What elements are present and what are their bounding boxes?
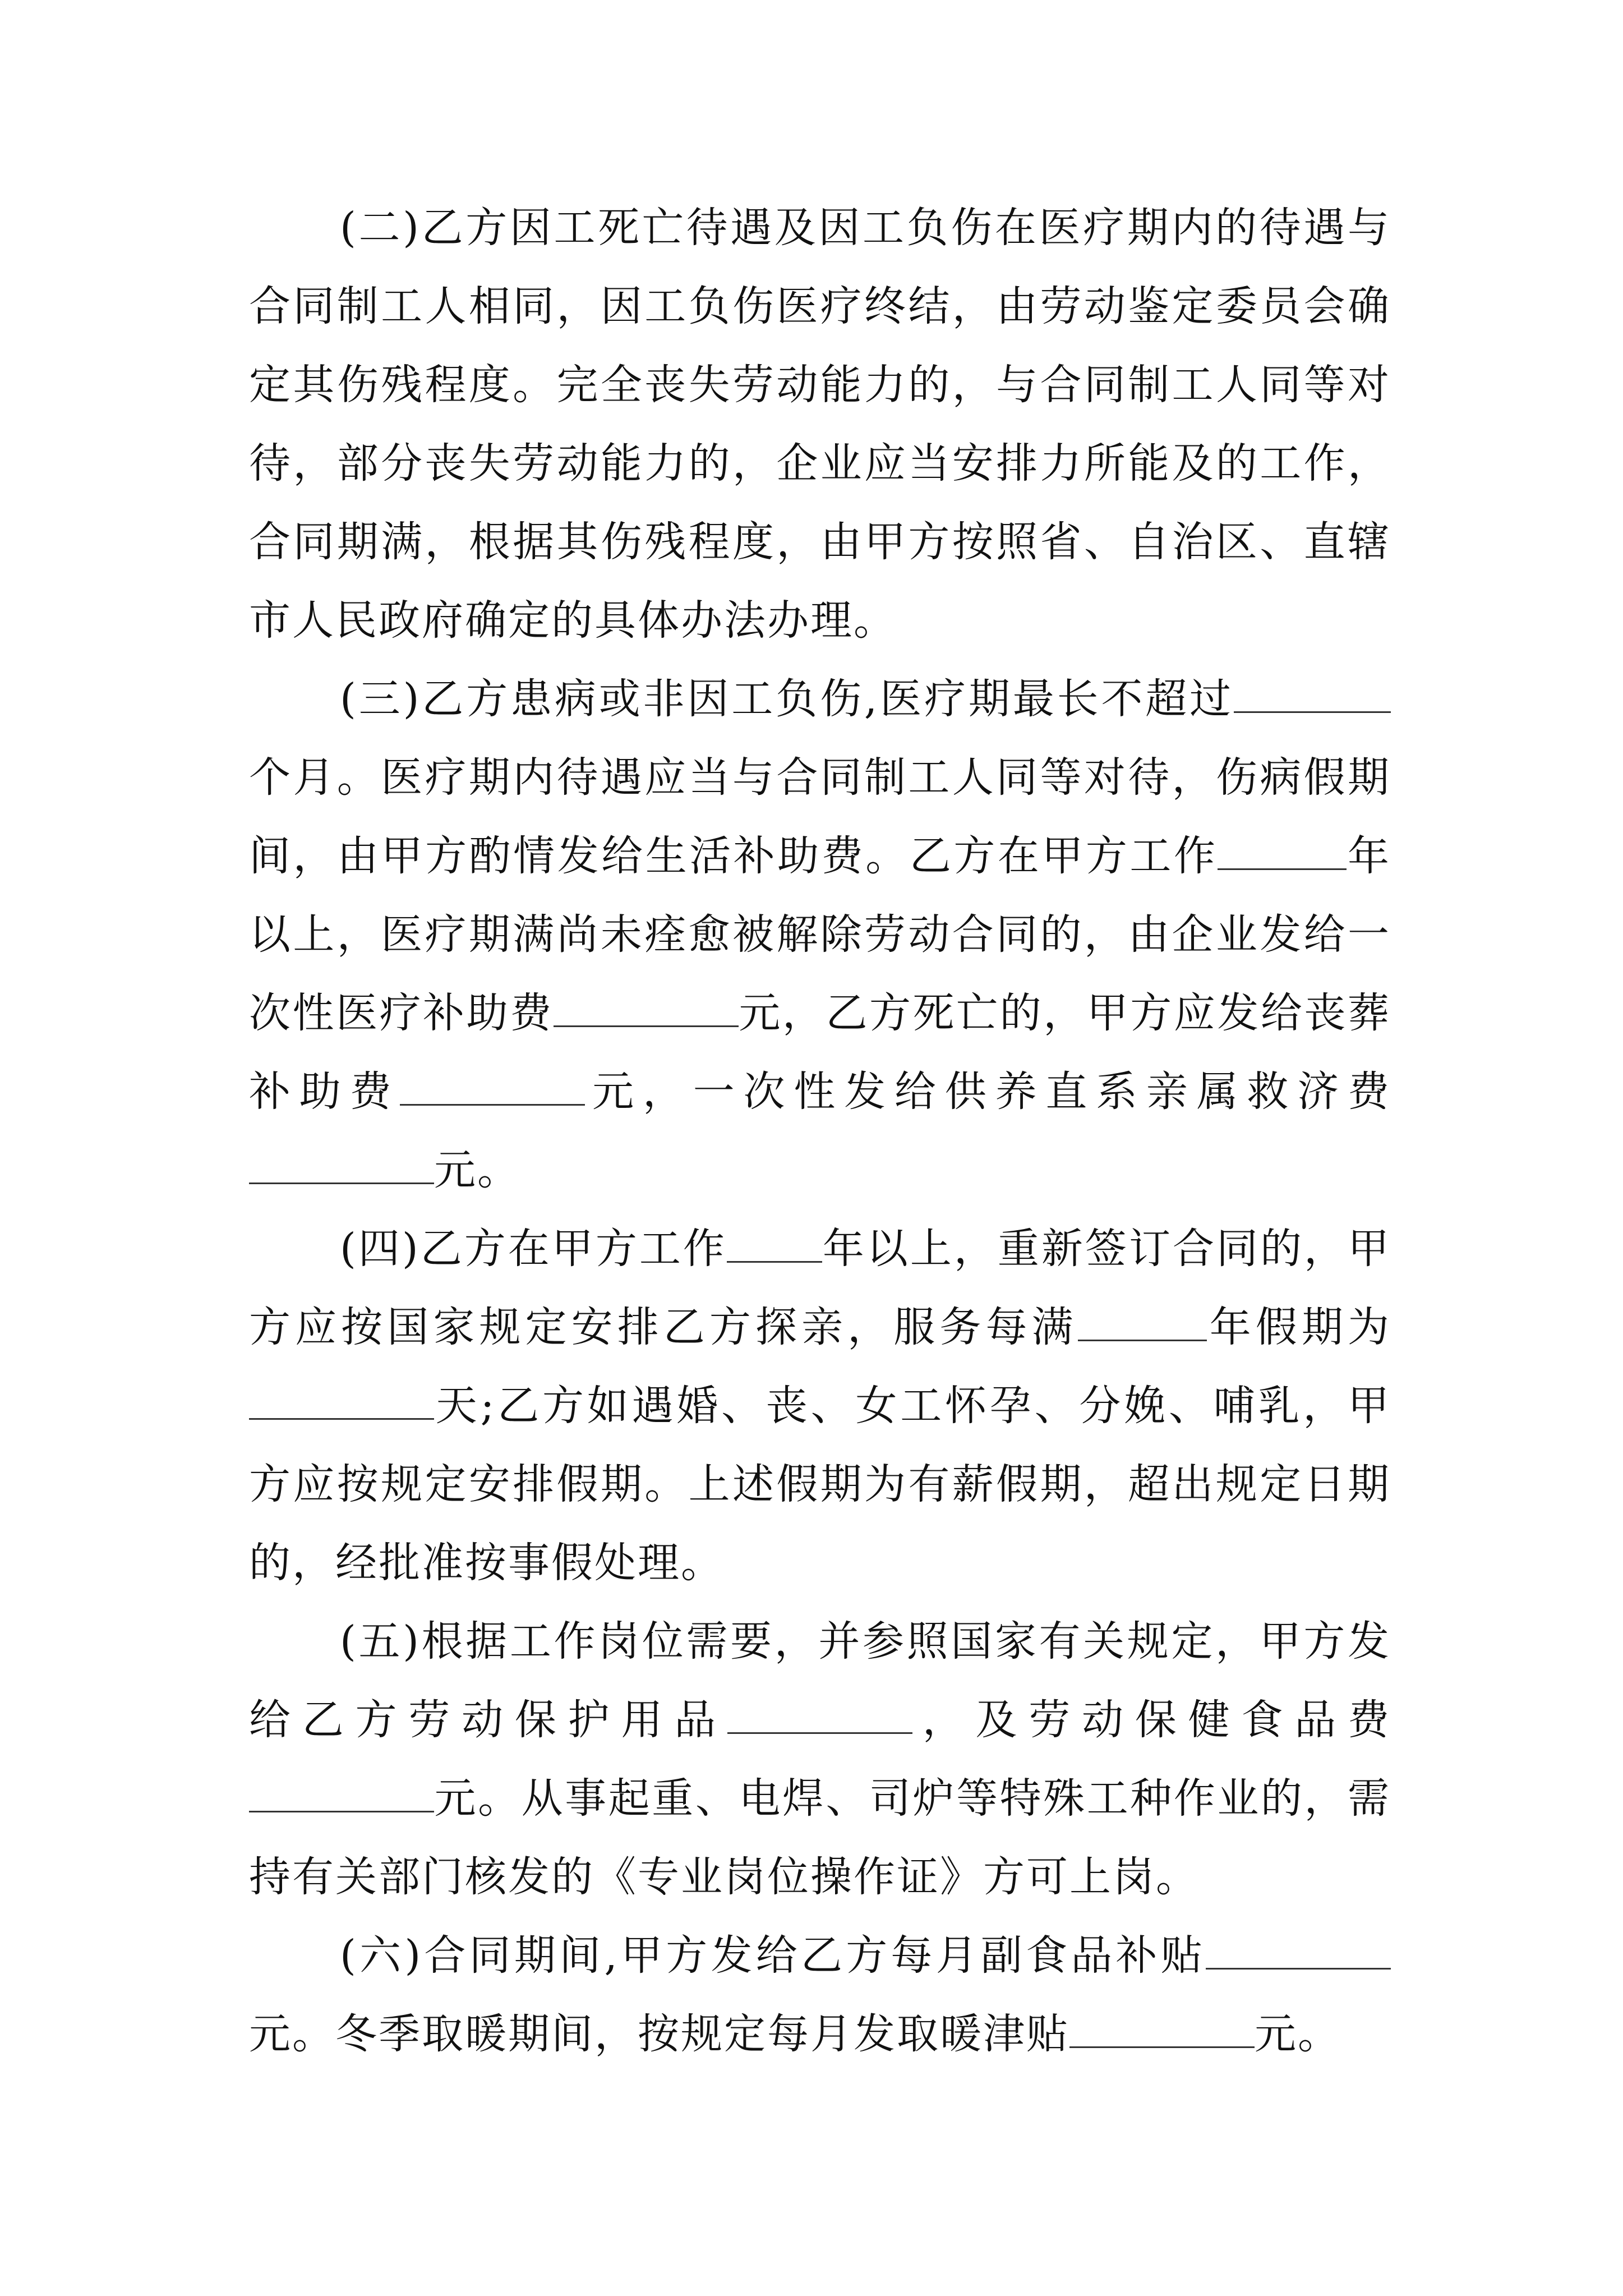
- paragraph-3-text-1: (三)乙方患病或非因工负伤,医疗期最长不超过: [340, 675, 1234, 723]
- paragraph-6-text-1: (六)合同期间,甲方发给乙方每月副食品补贴: [340, 1931, 1206, 1980]
- paragraph-5-text-2: ，及劳动保健食品费: [912, 1696, 1391, 1744]
- paragraph-5: [249, 1602, 1391, 1916]
- paragraph-4-text-2: 年以上，重新签订合同的，甲方应按国家规定安排乙方探亲，服务每满: [249, 1225, 1391, 1351]
- blank-medical-subsidy: [554, 990, 739, 1027]
- paragraph-3: [249, 660, 1391, 1209]
- paragraph-3-text-4: 元，乙方死亡的，甲方应发给丧葬补助费: [249, 989, 1391, 1116]
- paragraph-6-text-3: 元。: [1255, 2010, 1341, 2058]
- paragraph-4: [249, 1209, 1391, 1602]
- paragraph-2: [249, 188, 1391, 660]
- paragraph-3-text-2: 个月。医疗期内待遇应当与合同制工人同等对待，伤病假期间，由甲方酌情发给生活补助费。乙方在甲方工作: [249, 753, 1391, 880]
- paragraph-6: [249, 1916, 1391, 2073]
- paragraph-4-text-4: 天;乙方如遇婚、丧、女工怀孕、分娩、哺乳，甲方应按规定安排假期。上述假期为有薪假期，超出规定日期的，经批准按事假处理。: [249, 1382, 1391, 1587]
- blank-work-years: [1218, 832, 1347, 870]
- blank-service-years: [727, 1225, 822, 1263]
- paragraph-3-text-5: 元，一次性发给供养直系亲属救济费: [585, 1068, 1391, 1116]
- paragraph-6-text-2: 元。冬季取暖期间，按规定每月发取暖津贴: [249, 2010, 1069, 2058]
- blank-health-food-fee: [249, 1775, 434, 1812]
- blank-funeral-subsidy: [400, 1068, 585, 1106]
- paragraph-4-text-3: 年假期为: [1206, 1303, 1391, 1351]
- paragraph-2-text: (二)乙方因工死亡待遇及因工负伤在医疗期内的待遇与合同制工人相同，因工负伤医疗终结，由劳动鉴定委员会确定其伤残程度。完全丧失劳动能力的，与合同制工人同等对待，部分丧失劳动能力的，企业应当安排力所能及的工作，合同期满，根据其伤残程度，由甲方按照省、自治区、直辖市人民政府确定的具体办法办理。: [249, 204, 1391, 645]
- paragraph-4-text-1: (四)乙方在甲方工作: [340, 1225, 727, 1273]
- paragraph-3-text-6: 元。: [434, 1146, 520, 1194]
- paragraph-5-text-3: 元。从事起重、电焊、司炉等特殊工种作业的，需持有关部门核发的《专业岗位操作证》方可上岗。: [249, 1774, 1391, 1901]
- paragraph-3-text-3: 年以上，医疗期满尚未痊愈被解除劳动合同的，由企业发给一次性医疗补助费: [249, 832, 1391, 1037]
- blank-leave-interval-years: [1078, 1304, 1207, 1341]
- blank-heating-allowance: [1069, 2010, 1255, 2048]
- blank-protective-equipment: [727, 1696, 912, 1734]
- blank-medical-period-months: [1234, 675, 1391, 713]
- blank-food-subsidy: [1206, 1932, 1391, 1970]
- blank-relief-fee: [249, 1147, 434, 1184]
- blank-leave-days: [249, 1382, 434, 1420]
- paragraph-5-text-1: (五)根据工作岗位需要，并参照国家有关规定，甲方发给乙方劳动保护用品: [249, 1617, 1391, 1744]
